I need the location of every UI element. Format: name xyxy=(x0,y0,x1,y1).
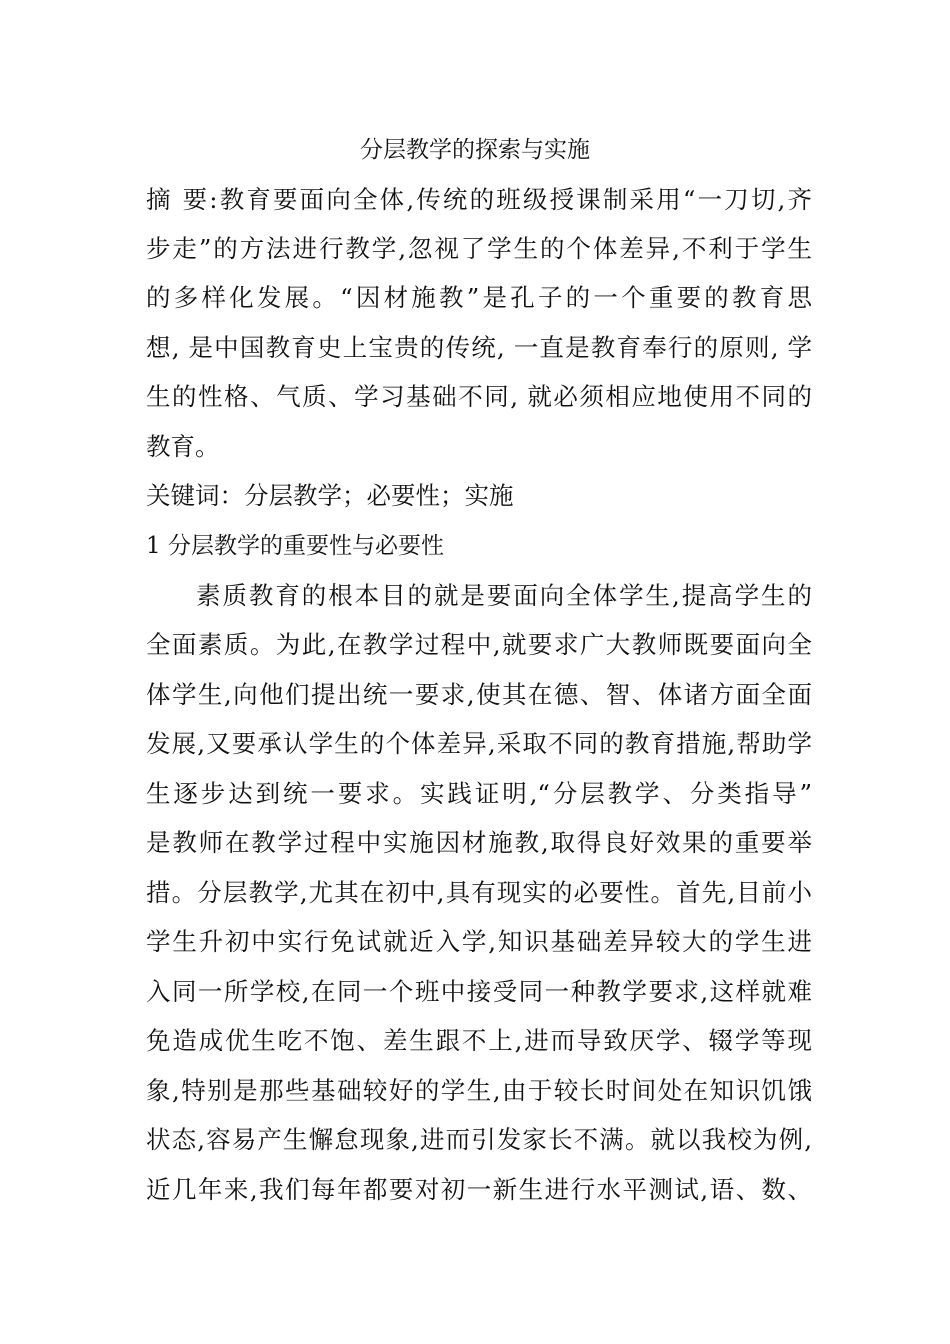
body-line: 象,特别是那些基础较好的学生,由于较长时间处在知识饥饿 xyxy=(146,1076,812,1105)
body-line: 状态,容易产生懈怠现象,进而引发家长不满。就以我校为例, xyxy=(146,1125,812,1154)
body-line: 体学生,向他们提出统一要求,使其在德、智、体诸方面全面 xyxy=(146,680,812,709)
body-line: 近几年来,我们每年都要对初一新生进行水平测试,语、数、 xyxy=(146,1175,812,1204)
body-line: 入同一所学校,在同一个班中接受同一种教学要求,这样就难 xyxy=(146,977,812,1006)
body-line: 是教师在教学过程中实施因材施教,取得良好效果的重要举 xyxy=(146,828,812,857)
abstract-line: 想, 是中国教育史上宝贵的传统, 一直是教育奉行的原则, 学 xyxy=(146,333,812,362)
keywords-line: 关键词：分层教学；必要性；实施 xyxy=(146,481,514,510)
body-line: 素质教育的根本目的就是要面向全体学生,提高学生的 xyxy=(196,581,812,610)
body-line: 全面素质。为此,在教学过程中,就要求广大教师既要面向全 xyxy=(146,630,812,659)
body-line: 发展,又要承认学生的个体差异,采取不同的教育措施,帮助学 xyxy=(146,729,812,758)
abstract-line: 步走”的方法进行教学,忽视了学生的个体差异,不利于学生 xyxy=(146,234,812,263)
document-title: 分层教学的探索与实施 xyxy=(360,137,590,163)
abstract-line: 教育。 xyxy=(146,432,220,461)
abstract-line: 生的性格、气质、学习基础不同, 就必须相应地使用不同的 xyxy=(146,382,812,411)
body-line: 措。分层教学,尤其在初中,具有现实的必要性。首先,目前小 xyxy=(146,878,812,907)
section-heading: 1 分层教学的重要性与必要性 xyxy=(146,533,444,559)
abstract-line: 摘 要:教育要面向全体,传统的班级授课制采用“一刀切,齐 xyxy=(146,185,812,214)
body-line: 免造成优生吃不饱、差生跟不上,进而导致厌学、辍学等现 xyxy=(146,1026,812,1055)
body-line: 学生升初中实行免试就近入学,知识基础差异较大的学生进 xyxy=(146,927,812,956)
abstract-line: 的多样化发展。“因材施教”是孔子的一个重要的教育思 xyxy=(146,283,812,312)
body-line: 生逐步达到统一要求。实践证明,“分层教学、分类指导” xyxy=(146,779,812,808)
